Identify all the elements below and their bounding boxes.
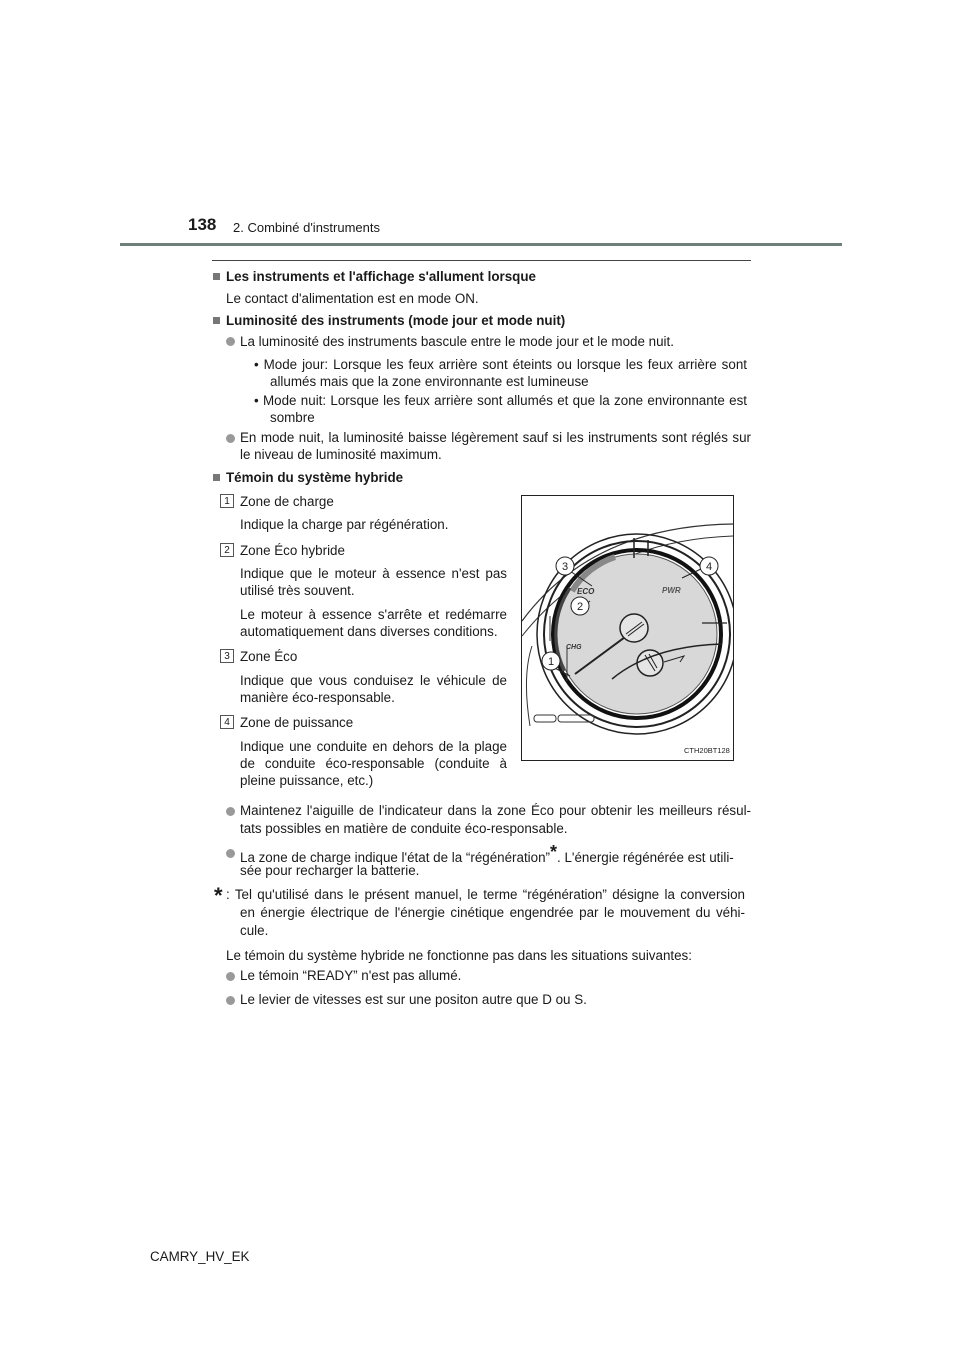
- zone-title: Zone Éco hybride: [240, 543, 345, 558]
- round-bullet-icon: [226, 807, 235, 816]
- figure-code: CTH20BT128: [684, 746, 730, 755]
- regeneration-text-start: La zone de charge indique l'état de la “régénération”: [240, 850, 551, 865]
- zone-title: Zone de puissance: [240, 715, 354, 730]
- eco-label: ECO: [577, 587, 595, 596]
- zone-number: 3: [220, 649, 234, 663]
- section-title-allumage: Les instruments et l'affichage s'allument lorsque: [226, 269, 536, 284]
- bullet-text-levier: Le levier de vitesses est sur une positon autre que D ou S.: [240, 992, 587, 1007]
- paragraph-situations: Le témoin du système hybride ne fonctionne pas dans les situations suivantes:: [226, 948, 692, 963]
- bullet-text: En mode nuit, la luminosité baisse légèrement sauf si les instruments sont réglés sur: [240, 430, 751, 445]
- callout-1: 1: [547, 656, 555, 668]
- zone-desc: Indique que vous conduisez le véhicule de: [240, 673, 507, 688]
- bullet-text-aiguille: Maintenez l'aiguille de l'indicateur dans la zone Éco pour obtenir les meilleurs résul-: [240, 803, 751, 818]
- regeneration-text-end: . L'énergie régénérée est utili-: [557, 850, 734, 865]
- sub-bullet-mode-nuit: • Mode nuit: Lorsque les feux arrière sont allumés et que la zone environnante est: [254, 393, 747, 408]
- zone-number: 2: [220, 543, 234, 557]
- chapter-title: 2. Combiné d'instruments: [233, 220, 380, 235]
- bullet-text-ready: Le témoin “READY” n'est pas allumé.: [240, 968, 462, 983]
- round-bullet-icon: [226, 996, 235, 1005]
- zone-desc: Indique que le moteur à essence n'est pas: [240, 566, 507, 581]
- bullet-text: La luminosité des instruments bascule entre le mode jour et le mode nuit.: [240, 334, 674, 349]
- sub-bullet-mode-jour-cont: allumés mais que la zone environnante est lumineuse: [270, 374, 589, 389]
- zone-title: Zone Éco: [240, 649, 298, 664]
- hybrid-gauge-illustration: [522, 496, 733, 760]
- section-text-allumage: Le contact d'alimentation est en mode ON.: [226, 291, 479, 306]
- document-id: CAMRY_HV_EK: [150, 1249, 250, 1264]
- square-bullet-icon: [213, 317, 220, 324]
- zone-desc: utilisé très souvent.: [240, 583, 355, 598]
- bullet-text-aiguille-cont: tats possibles en matière de conduite éco-responsable.: [240, 821, 568, 836]
- zone-desc: automatiquement dans diverses conditions.: [240, 624, 498, 639]
- callout-4: 4: [705, 561, 713, 573]
- zone-title: Zone de charge: [240, 494, 334, 509]
- chg-label: CHG: [566, 644, 582, 651]
- asterisk-mark: *: [550, 842, 558, 862]
- zone-desc: manière éco-responsable.: [240, 690, 395, 705]
- page-number: 138: [188, 215, 217, 234]
- sub-bullet-mode-jour: • Mode jour: Lorsque les feux arrière sont éteints ou lorsque les feux arrière sont: [254, 357, 747, 372]
- footnote-asterisk: *: [214, 883, 223, 908]
- zone-desc: pleine puissance, etc.): [240, 773, 374, 788]
- round-bullet-icon: [226, 337, 235, 346]
- callout-3: 3: [561, 561, 569, 573]
- section-title-luminosite: Luminosité des instruments (mode jour et mode nuit): [226, 313, 566, 328]
- round-bullet-icon: [226, 972, 235, 981]
- sub-bullet-mode-nuit-cont: sombre: [270, 410, 315, 425]
- hybrid-indicator-figure: [521, 495, 734, 761]
- pwr-label: PWR: [662, 586, 681, 595]
- square-bullet-icon: [213, 474, 220, 481]
- zone-number: 1: [220, 494, 234, 508]
- zone-desc: de conduite éco-responsable (conduite à: [240, 756, 507, 771]
- footnote-line: cule.: [240, 923, 269, 938]
- callout-2: 2: [576, 601, 584, 613]
- header-rule: [120, 243, 842, 246]
- bullet-text-cont: le niveau de luminosité maximum.: [240, 447, 442, 462]
- section-rule: [212, 260, 751, 261]
- zone-number: 4: [220, 715, 234, 729]
- section-title-temoin-hybride: Témoin du système hybride: [226, 470, 404, 485]
- footnote-line: en énergie électrique de l'énergie cinétique engendrée par le mouvement du véhi-: [240, 905, 745, 920]
- footnote-line: : Tel qu'utilisé dans le présent manuel, le terme “régénération” désigne la conversion: [226, 887, 745, 902]
- round-bullet-icon: [226, 849, 235, 858]
- round-bullet-icon: [226, 434, 235, 443]
- zone-desc: Indique la charge par régénération.: [240, 517, 449, 532]
- zone-desc: Indique une conduite en dehors de la plage: [240, 739, 507, 754]
- bullet-text-regeneration-cont: sée pour recharger la batterie.: [240, 863, 420, 878]
- zone-desc: Le moteur à essence s'arrête et redémarre: [240, 607, 507, 622]
- square-bullet-icon: [213, 273, 220, 280]
